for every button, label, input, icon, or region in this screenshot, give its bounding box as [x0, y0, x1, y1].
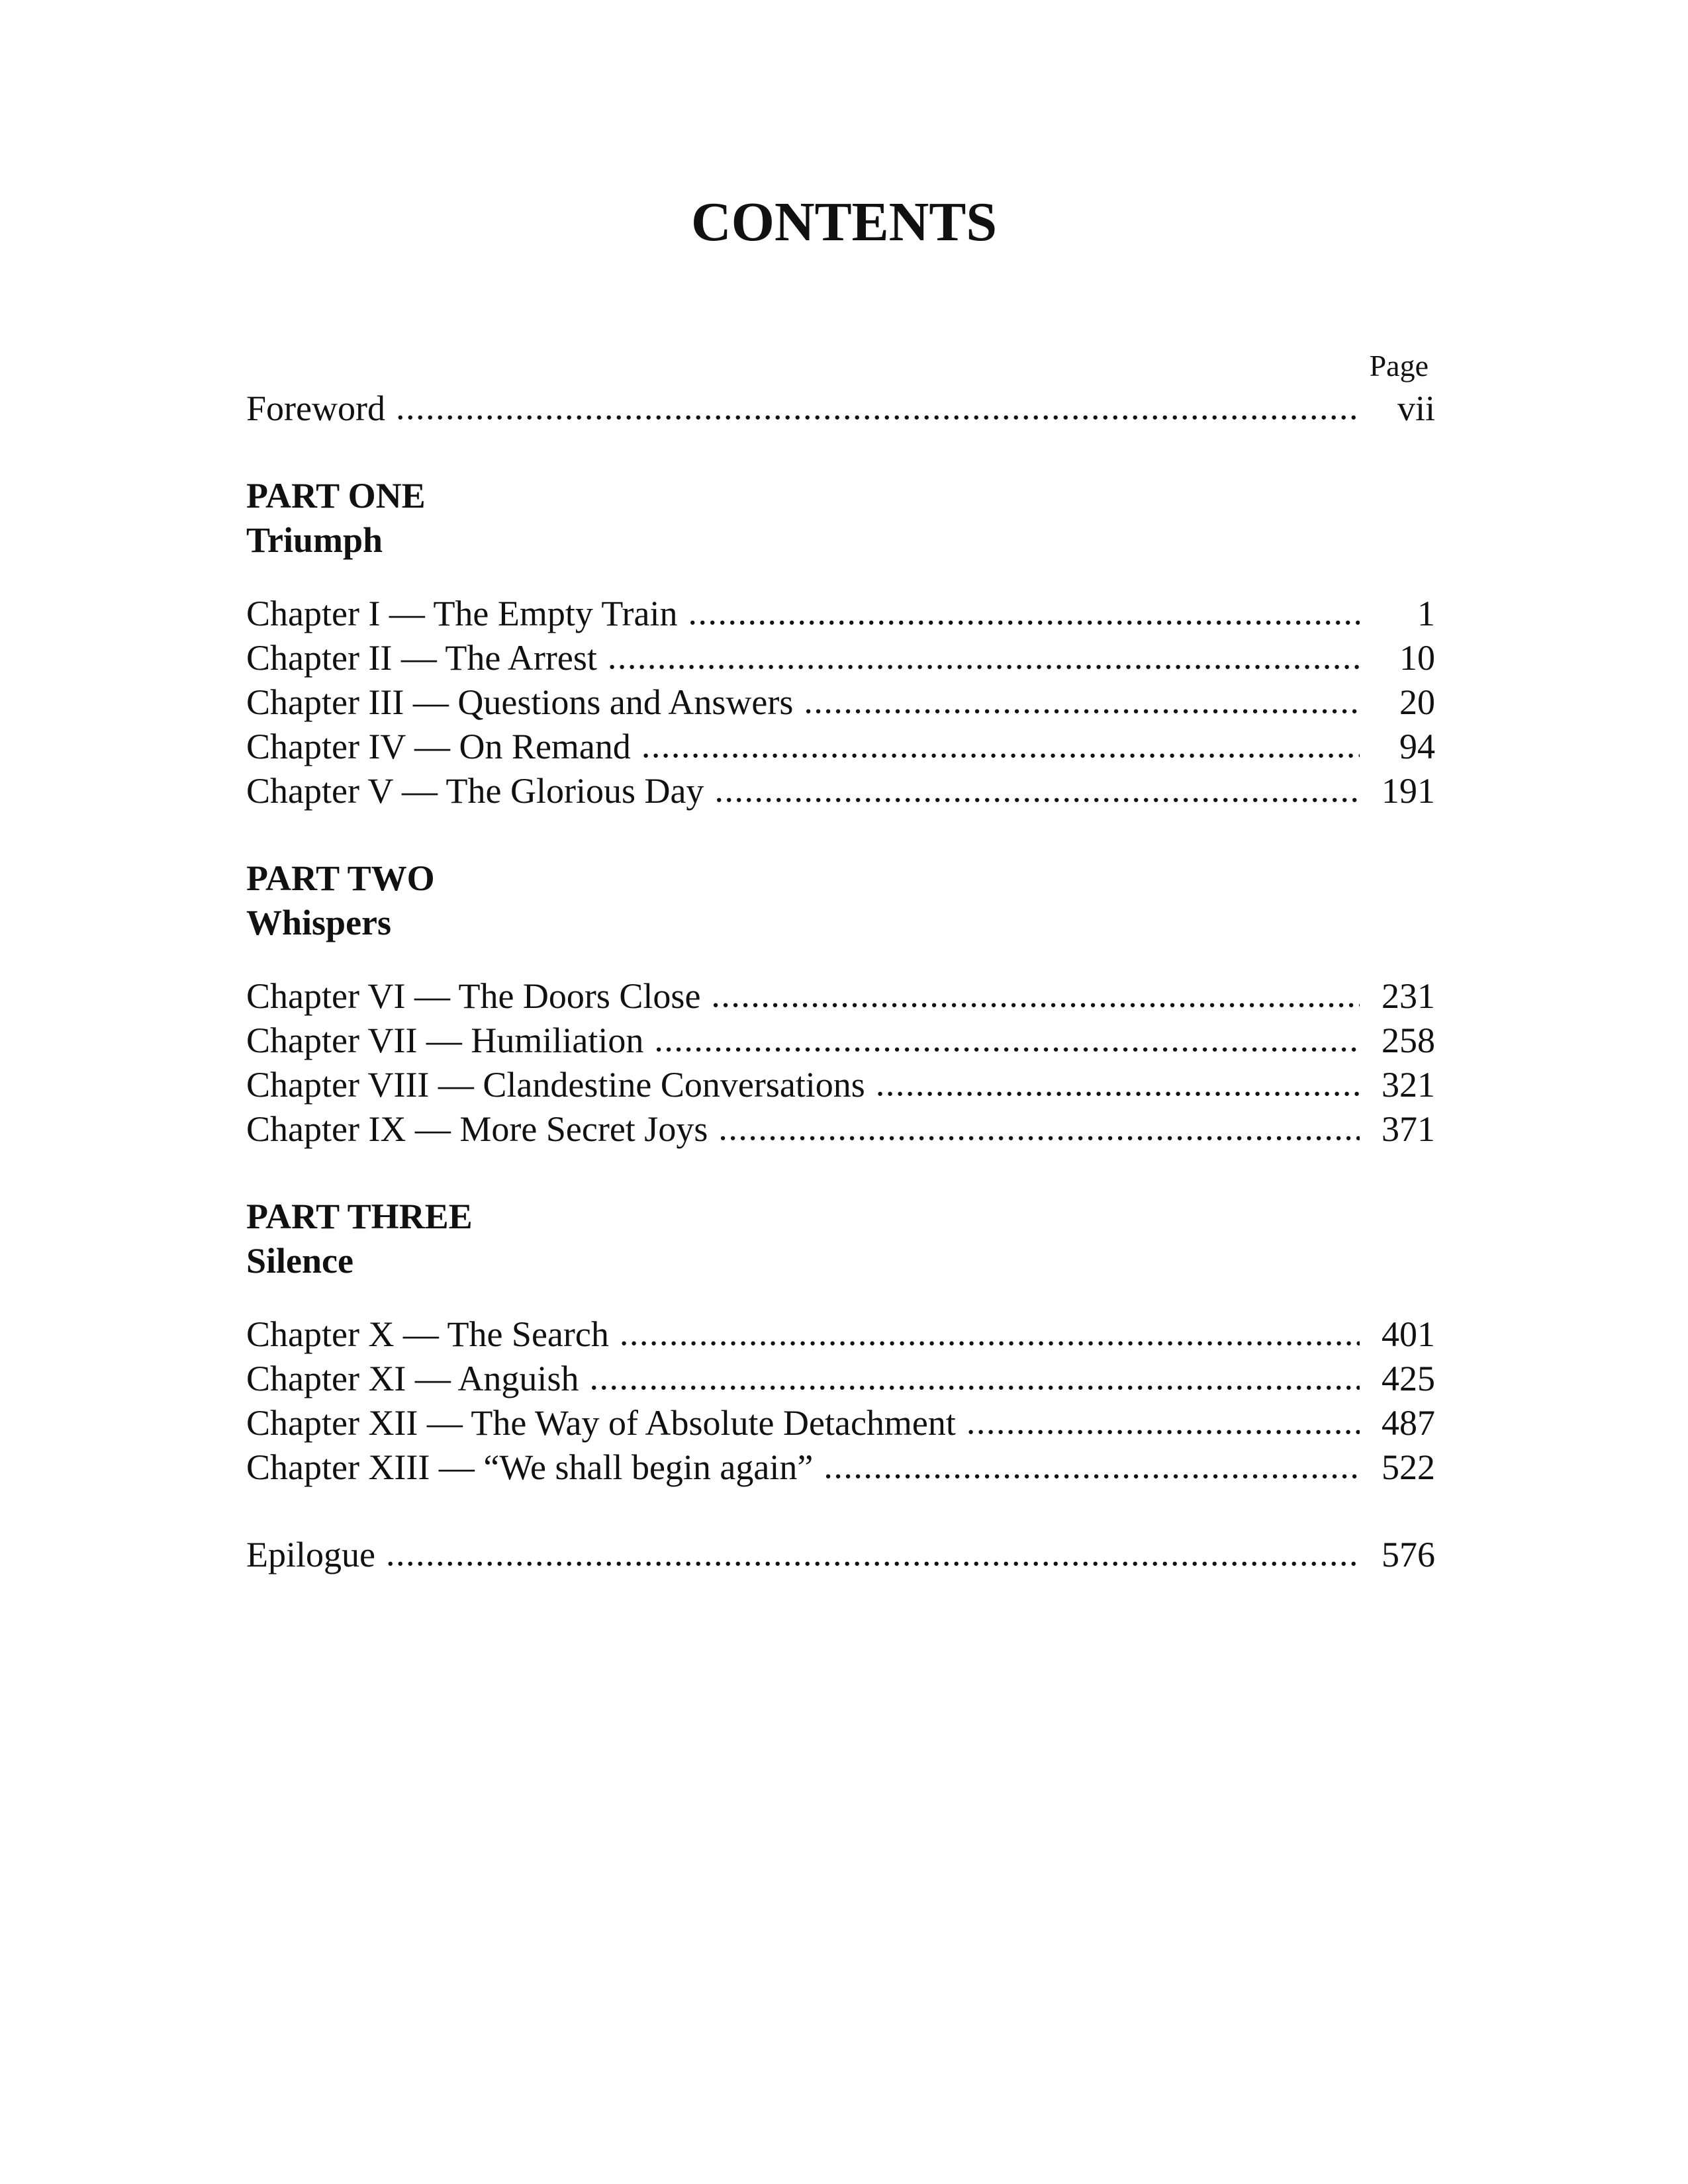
- dot-leader: [714, 768, 1360, 812]
- dot-leader: [589, 1355, 1360, 1400]
- entry-label: Chapter VII — Humiliation: [246, 1021, 644, 1060]
- dot-leader: [718, 1106, 1360, 1150]
- entry-label: Chapter VIII — Clandestine Conversations: [246, 1065, 865, 1105]
- part-subtitle: Triumph: [246, 520, 383, 560]
- entry-page-number: 10: [1399, 638, 1435, 678]
- toc-entry: [246, 974, 1435, 1019]
- part-heading: PART ONE: [246, 476, 426, 516]
- dot-leader: [641, 723, 1360, 768]
- entry-page-number: vii: [1397, 388, 1435, 428]
- entry-page-number: 20: [1399, 682, 1435, 722]
- entry-label: Chapter V — The Glorious Day: [246, 771, 704, 811]
- toc-entry: [246, 1401, 1435, 1445]
- page-title: CONTENTS: [690, 191, 998, 253]
- entry-page-number: 371: [1382, 1109, 1435, 1149]
- part-subtitle: Silence: [246, 1241, 353, 1281]
- entry-label: Chapter VI — The Doors Close: [246, 976, 701, 1016]
- part-section: [246, 856, 1435, 1152]
- dot-leader: [654, 1017, 1360, 1062]
- toc-entry: [246, 725, 1435, 769]
- dot-leader: [804, 679, 1360, 723]
- entry-label: Chapter IX — More Secret Joys: [246, 1109, 708, 1149]
- dot-leader: [688, 590, 1360, 635]
- toc-entry-foreword: [246, 387, 1435, 431]
- entry-label: Chapter IV — On Remand: [246, 727, 631, 766]
- dot-leader: [396, 385, 1360, 430]
- table-of-contents: [246, 345, 1435, 1577]
- entry-page-number: 401: [1382, 1314, 1435, 1354]
- page-column-header: Page: [1369, 349, 1429, 383]
- entry-page-number: 425: [1382, 1359, 1435, 1398]
- part-heading: PART TWO: [246, 858, 435, 898]
- entry-label: Chapter III — Questions and Answers: [246, 682, 794, 722]
- entry-page-number: 1: [1417, 594, 1435, 633]
- toc-entry: [246, 592, 1435, 636]
- dot-leader: [876, 1062, 1360, 1106]
- toc-entry: [246, 1445, 1435, 1490]
- toc-entry: [246, 1107, 1435, 1152]
- part-section: [246, 474, 1435, 813]
- toc-entry: [246, 1063, 1435, 1107]
- entry-page-number: 258: [1382, 1021, 1435, 1060]
- entry-label: Chapter XI — Anguish: [246, 1359, 579, 1398]
- dot-leader: [966, 1400, 1360, 1444]
- toc-entry: [246, 1312, 1435, 1357]
- dot-leader: [620, 1311, 1360, 1355]
- entry-page-number: 522: [1382, 1447, 1435, 1487]
- part-heading: PART THREE: [246, 1197, 473, 1236]
- entry-page-number: 94: [1399, 727, 1435, 766]
- entry-label: Chapter XII — The Way of Absolute Detachment: [246, 1403, 956, 1443]
- entry-label: Epilogue: [246, 1535, 375, 1574]
- dot-leader: [386, 1531, 1360, 1576]
- entry-page-number: 231: [1382, 976, 1435, 1016]
- toc-entry: [246, 769, 1435, 813]
- entry-page-number: 487: [1382, 1403, 1435, 1443]
- entry-label: Chapter XIII — “We shall begin again”: [246, 1447, 814, 1487]
- dot-leader: [608, 635, 1360, 679]
- toc-entry: [246, 680, 1435, 725]
- toc-entry-epilogue: [246, 1533, 1435, 1577]
- entry-label: Chapter I — The Empty Train: [246, 594, 678, 633]
- toc-entry: [246, 636, 1435, 680]
- part-section: [246, 1195, 1435, 1490]
- entry-label: Chapter X — The Search: [246, 1314, 609, 1354]
- dot-leader: [711, 973, 1360, 1017]
- entry-label: Foreword: [246, 388, 385, 428]
- part-subtitle: Whispers: [246, 903, 392, 942]
- toc-entry: [246, 1019, 1435, 1063]
- entry-page-number: 576: [1382, 1535, 1435, 1574]
- entry-page-number: 321: [1382, 1065, 1435, 1105]
- entry-label: Chapter II — The Arrest: [246, 638, 597, 678]
- entry-page-number: 191: [1382, 771, 1435, 811]
- toc-entry: [246, 1357, 1435, 1401]
- dot-leader: [823, 1444, 1360, 1488]
